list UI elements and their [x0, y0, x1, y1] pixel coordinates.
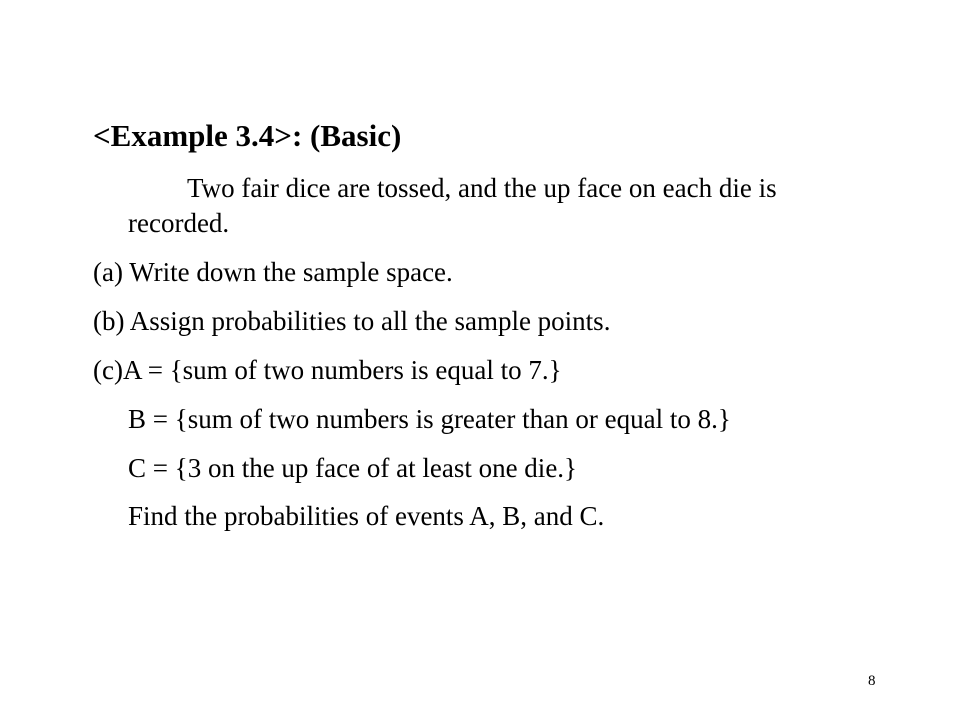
problem-statement-line-2: recorded. — [128, 208, 230, 238]
event-b-definition: B = {sum of two numbers is greater than or equal to 8.} — [128, 404, 731, 434]
page-number: 8 — [868, 673, 876, 689]
question-c-event-a: (c)A = {sum of two numbers is equal to 7.} — [93, 355, 562, 385]
question-a: (a) Write down the sample space. — [93, 257, 453, 287]
question-b: (b) Assign probabilities to all the sample points. — [93, 306, 611, 336]
problem-statement-line-1: Two fair dice are tossed, and the up face on each die is — [187, 173, 777, 203]
find-instruction: Find the probabilities of events A, B, and C. — [128, 501, 605, 531]
example-title: <Example 3.4>: (Basic) — [93, 118, 402, 153]
event-c-definition: C = {3 on the up face of at least one die.} — [128, 453, 578, 483]
